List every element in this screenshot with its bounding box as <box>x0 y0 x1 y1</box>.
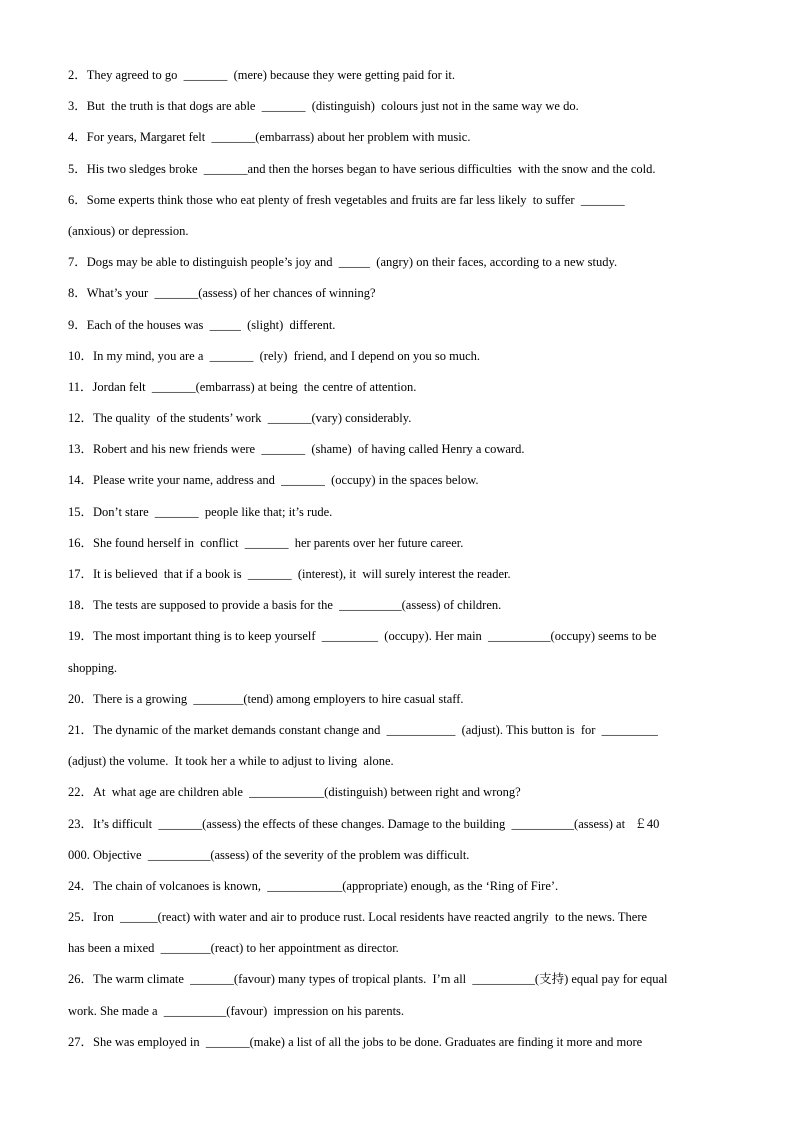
exercise-line: 11．Jordan felt _______(embarrass) at being the centre of attention. <box>68 379 417 394</box>
exercise-line: 12．The quality of the students’ work _______(vary) considerably. <box>68 411 412 426</box>
exercise-line: 23．It’s difficult _______(assess) the effects of these changes. Damage to the building __________(assess) at ￡40 <box>68 816 660 831</box>
exercise-line: shopping. <box>68 660 117 675</box>
exercise-line: 22．At what age are children able ____________(distinguish) between right and wrong? <box>68 785 521 800</box>
exercise-line: 19．The most important thing is to keep yourself _________ (occupy). Her main __________(occupy) seems to be <box>68 629 657 644</box>
exercise-line: 24．The chain of volcanoes is known, ____________(appropriate) enough, as the ‘Ring of Fire’. <box>68 878 559 893</box>
exercise-line: 7．Dogs may be able to distinguish people’s joy and _____ (angry) on their faces, according to a new study. <box>68 255 618 270</box>
exercise-line: 17．It is believed that if a book is _______ (interest), it will surely interest the reader. <box>68 567 511 581</box>
exercise-line: work. She made a __________(favour) impression on his parents. <box>68 1003 405 1018</box>
exercise-line: 6．Some experts think those who eat plenty of fresh vegetables and fruits are far less likely to suffer _______ <box>68 192 625 207</box>
exercise-line: (adjust) the volume. It took her a while to adjust to living alone. <box>68 754 394 769</box>
exercise-line: 16．She found herself in conflict _______ her parents over her future career. <box>68 535 464 550</box>
exercise-line: 27．She was employed in _______(make) a list of all the jobs to be done. Graduates are finding it more and more <box>68 1034 643 1049</box>
exercise-line: 25．Iron ______(react) with water and air to produce rust. Local residents have reacted angrily to the news. There <box>68 910 648 925</box>
exercise-line: 18．The tests are supposed to provide a basis for the __________(assess) of children. <box>68 598 502 613</box>
exercise-page <box>68 60 728 1058</box>
exercise-line: 3．But the truth is that dogs are able _______ (distinguish) colours just not in the same way we do. <box>68 99 579 114</box>
exercise-line: 14．Please write your name, address and _______ (occupy) in the spaces below. <box>68 473 479 488</box>
exercise-line: 15．Don’t stare _______ people like that; it’s rude. <box>68 504 333 519</box>
exercise-line: 21．The dynamic of the market demands constant change and ___________ (adjust). This button is for _________ <box>68 722 658 737</box>
exercise-line: 26．The warm climate _______(favour) many types of tropical plants. I’m all __________(支持) equal pay for equal <box>68 972 668 987</box>
exercise-line: 10．In my mind, you are a _______ (rely) friend, and I depend on you so much. <box>68 348 481 363</box>
exercise-line: 5．His two sledges broke _______and then the horses began to have serious difficulties with the snow and the cold. <box>68 161 656 176</box>
exercise-line: has been a mixed ________(react) to her appointment as director. <box>68 941 399 956</box>
exercise-line: 8．What’s your _______(assess) of her chances of winning? <box>68 286 376 301</box>
exercise-line: 9．Each of the houses was _____ (slight) different. <box>68 317 336 332</box>
exercise-line: 4．For years, Margaret felt _______(embarrass) about her problem with music. <box>68 130 471 145</box>
exercise-line: 2．They agreed to go _______ (mere) because they were getting paid for it. <box>68 68 456 82</box>
exercise-line: 20．There is a growing ________(tend) among employers to hire casual staff. <box>68 691 464 706</box>
exercise-line: 13．Robert and his new friends were _______ (shame) of having called Henry a coward. <box>68 442 525 457</box>
exercise-line: (anxious) or depression. <box>68 223 189 238</box>
exercise-line: 000. Objective __________(assess) of the severity of the problem was difficult. <box>68 847 470 862</box>
